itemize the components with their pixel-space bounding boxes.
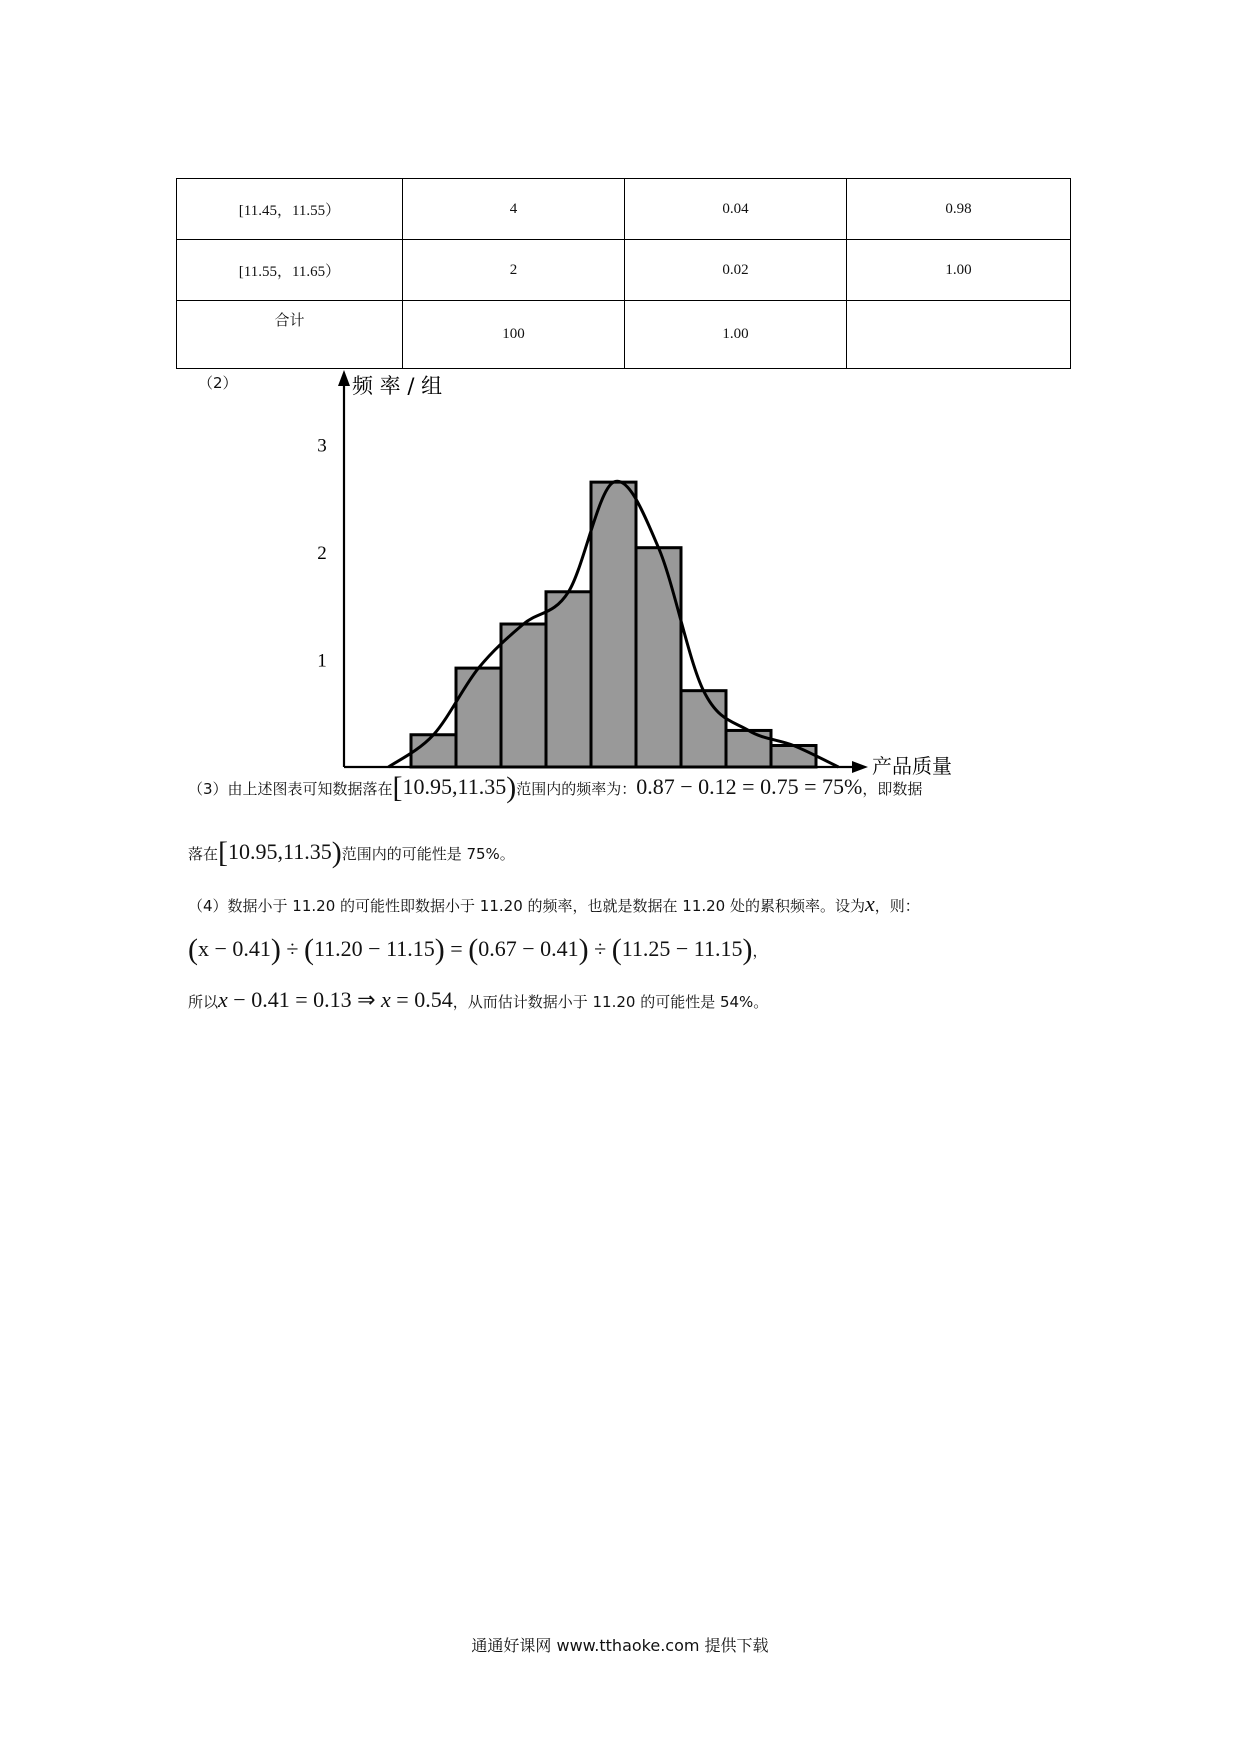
histogram-bar [501, 624, 546, 767]
part3-middle: 范围内的频率为： [516, 780, 637, 798]
y-tick-label: 3 [317, 435, 327, 457]
histogram-bar [456, 668, 501, 767]
x-axis-arrow [852, 761, 868, 773]
interval-cell: [11.45，11.55） [177, 179, 403, 240]
count-cell: 2 [403, 240, 625, 301]
expr-part: = 0.54 [390, 987, 453, 1012]
y-axis-label: 频 率 / 组 [352, 374, 443, 398]
interval-cell: [11.55，11.65） [177, 240, 403, 301]
total-frequency: 1.00 [625, 301, 847, 369]
eq-d: 11.25 − 11.15 [621, 936, 743, 961]
frequency-cell: 0.04 [625, 179, 847, 240]
histogram-bar [411, 735, 456, 767]
eq-b: 11.20 − 11.15 [314, 936, 435, 961]
x-axis-label: 产品质量 [872, 754, 952, 778]
histogram-bar [771, 746, 816, 768]
part3-line1 [188, 773, 922, 803]
part4-line3 [188, 986, 768, 1016]
part4-end: ，则： [874, 897, 920, 915]
y-axis-arrow [338, 370, 350, 386]
part3-line2 [188, 838, 515, 868]
footer: 通通好课网 www.tthaoke.com 提供下载 [471, 1636, 769, 1655]
part4-var: x [864, 891, 875, 916]
total-label: 合计 [177, 301, 403, 369]
part3-line2-prefix: 落在 [188, 845, 219, 863]
total-count: 100 [403, 301, 625, 369]
part3-prefix: （3）由上述图表可知数据落在 [188, 780, 393, 798]
part3-suffix: ，即数据 [862, 780, 923, 798]
histogram-bar [636, 548, 681, 767]
eq-a: x − 0.41 [198, 936, 271, 961]
line3-suffix: ，从而估计数据小于 11.20 的可能性是 54%。 [452, 993, 769, 1011]
line3-expression [218, 987, 453, 1012]
eq-end: ， [752, 942, 768, 960]
cumulative-cell: 0.98 [847, 179, 1071, 240]
interval-text: 10.95,11.35 [228, 839, 332, 864]
part3-interval-2: [10.95,11.35) [218, 836, 342, 869]
histogram-bar [546, 592, 591, 767]
y-tick-label: 2 [317, 543, 327, 564]
count-cell: 4 [403, 179, 625, 240]
var-x: x [381, 987, 391, 1012]
part3-interval: [10.95,11.35) [392, 771, 517, 804]
histogram-bar [681, 691, 726, 767]
cumulative-cell: 1.00 [847, 240, 1071, 301]
histogram-bar [591, 482, 636, 767]
interval-text: 10.95,11.35 [402, 774, 507, 799]
part2-label: （2） [198, 374, 238, 392]
y-tick-label: 1 [317, 650, 327, 672]
part4-text: （4）数据小于 11.20 的可能性即数据小于 11.20 的频率，也就是数据在 11.20 处的累积频率。设为 [188, 897, 865, 915]
part3-expression: 0.87 − 0.12 = 0.75 = 75% [636, 774, 863, 799]
expr-part: − 0.41 = 0.13 ⇒ [227, 987, 382, 1012]
part4-equation [188, 935, 768, 965]
part3-line2-suffix: 范围内的可能性是 75%。 [341, 845, 515, 863]
frequency-histogram [0, 0, 1240, 790]
line3-prefix: 所以 [188, 993, 219, 1011]
eq-c: 0.67 − 0.41 [478, 936, 579, 961]
var-x: x [218, 987, 228, 1012]
part4-line1 [188, 890, 920, 920]
equation: (x − 0.41) ÷ (11.20 − 11.15) = (0.67 − 0.41) ÷ (11.25 − 11.15) [188, 933, 753, 966]
frequency-cell: 0.02 [625, 240, 847, 301]
